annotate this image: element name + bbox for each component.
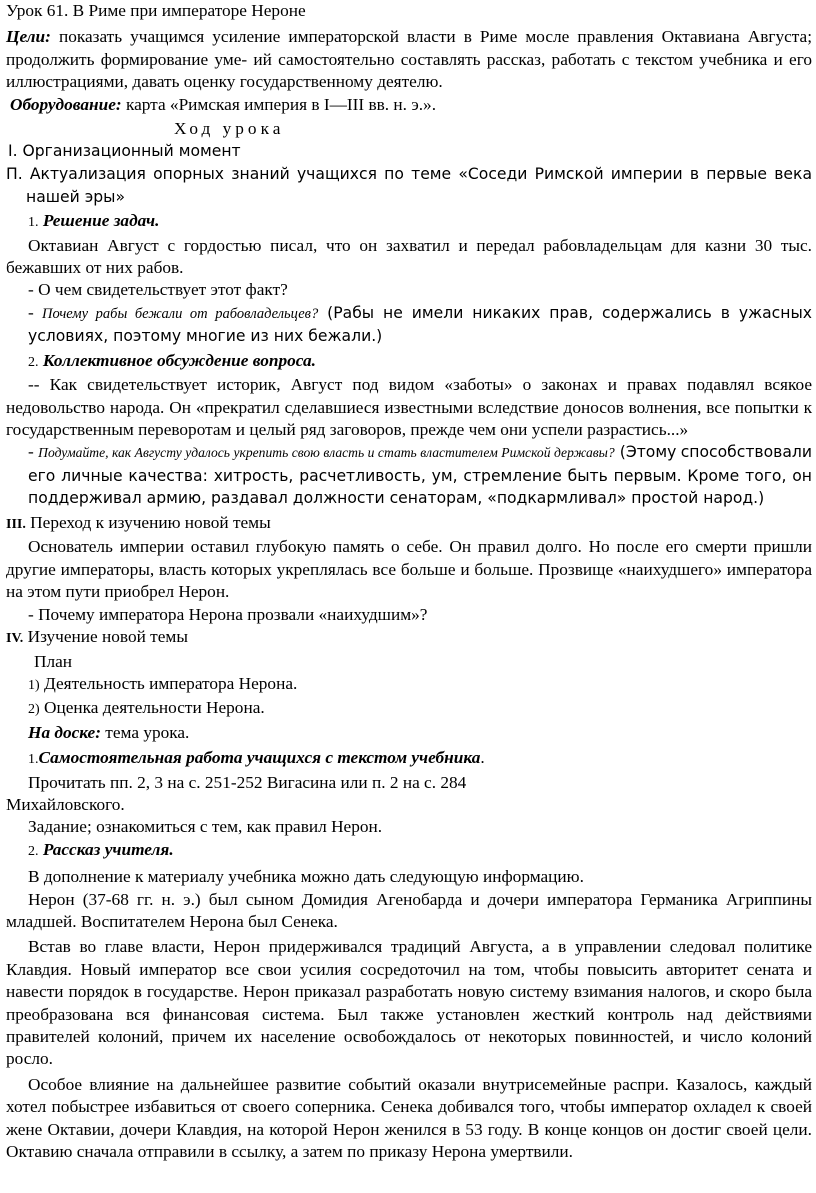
plan-label: План	[34, 651, 73, 671]
info-intro: В дополнение к материалу учебника можно дать следующую информацию.	[28, 867, 584, 887]
goals-text: показать учащимся усиление императорской власти в Риме мосле правления Октавиана Августа; продолжить формирование уме- ий самостоятельно составлять рассказ, работать с текстом учебника и его иллюстрациями, давать оценку государственному деятелю.	[6, 27, 812, 92]
section-4-number: IV.	[6, 631, 24, 647]
board-label: На доске:	[28, 722, 101, 742]
section-4-heading	[6, 626, 812, 650]
task-3-end: .	[480, 748, 485, 768]
task-2-number: 2.	[28, 354, 39, 370]
task-3-heading	[28, 747, 812, 771]
question-3-dash: -	[28, 442, 34, 462]
task-4-title: Рассказ учителя.	[42, 839, 174, 859]
question-1: - О чем свидетельствует этот факт?	[28, 280, 288, 300]
section-3-title: Переход к изучению новой темы	[25, 513, 271, 533]
equipment-text: карта «Римская империя в I—III вв. н. э.».	[121, 94, 437, 114]
paragraph-1: Нерон (37-68 гг. н. э.) был сыном Домидия Агенобарда и дочери императора Германика Агриппины младшей. Воспитателем Нерона был Сенека.	[6, 889, 812, 931]
plan-item-2-text: Оценка деятельности Нерона.	[39, 698, 265, 718]
section-1-heading: I. Организационный момент	[8, 142, 241, 161]
document	[6, 0, 812, 1163]
board-text: тема урока.	[100, 722, 190, 742]
plan-item-1-number: 1)	[28, 677, 40, 693]
paragraph-2: Встав во главе власти, Нерон придерживался традиций Августа, а в управлении следовал политике Клавдия. Новый император все свои усилия сосредоточил на том, чтобы повысить авторитет сената и навести порядок в государстве. Нерон приказал разработать новую систему взимания налогов, и скоро была преобразована вся финансовая система. Был также установлен жесткий контроль над действиями правителей колоний, причем их население освобождалось от некоторых повинностей, и число колоний росло.	[6, 937, 812, 1069]
equipment-paragraph	[10, 94, 812, 116]
task-2-heading	[28, 350, 812, 374]
board-note	[28, 722, 812, 744]
section-2-heading: П. Актуализация опорных знаний учащихся по теме «Соседи Римской империи в первые века нашей эры»	[6, 165, 812, 206]
goals-label: Цели:	[6, 27, 51, 47]
course-heading: Ход урока	[174, 119, 285, 139]
task-1-number: 1.	[28, 215, 39, 231]
read-line-2: Михайловского.	[6, 794, 125, 814]
assignment: Задание; ознакомиться с тем, как правил Нерон.	[28, 817, 383, 837]
question-2-answer: (Рабы не имели никаких прав, содержались в ужасных условиях, поэтому многие из них бежали.)	[28, 303, 812, 346]
task-4-number: 2.	[28, 843, 39, 859]
read-line-1: Прочитать пп. 2, 3 на с. 251-252 Вигасина или п. 2 на с. 284	[28, 772, 467, 792]
section-4-title: Изучение новой темы	[23, 627, 188, 647]
plan-item-1	[28, 673, 812, 697]
section-3-text: Основатель империи оставил глубокую память о себе. Он правил долго. Но после его смерти пришли другие императоры, власть которых укреплялась все больше и больше. Прозвище «наихудшего» императора на этом пути приобрел Нерон.	[6, 537, 812, 602]
task-4-heading	[28, 839, 812, 863]
section-3-heading	[6, 512, 812, 536]
task-1-title: Решение задач.	[42, 211, 160, 231]
question-2-text: Почему рабы бежали от рабовладельцев?	[42, 305, 319, 322]
equipment-label: Оборудование:	[10, 94, 122, 114]
plan-item-2-number: 2)	[28, 702, 40, 718]
question-3-answer: способствовали его личные качества: хитрость, расчетливость, ум, стремление быть первым. Кроме того, он поддерживал армию, раздавал должности сенаторам, «подкармливал» простой народ.)	[28, 443, 813, 508]
lesson-title: Урок 61. В Риме при императоре Нероне	[6, 1, 306, 20]
task-2-title: Коллективное обсуждение вопроса.	[42, 350, 316, 370]
task-2-text: -- Как свидетельствует историк, Август под видом «заботы» о законах и правах подавлял всякое недовольство народа. Он «прекратил сделавшиеся известными вследствие доносов волнения, все попытки к государственным переворотам и целый ряд заговоров, прежде чем они успели разрастись...»	[6, 375, 812, 440]
question-3-text: Подумайте, как Августу удалось укрепить свою власть и стать властителем Римской державы?	[38, 445, 615, 461]
task-3-title: Самостоятельная работа учащихся с текстом учебника	[38, 748, 481, 768]
paragraph-3: Особое влияние на дальнейшее развитие событий оказали внутрисемейные распри. Казалось, каждый хотел побыстрее избавиться от своего соперника. Сенека добивался того, чтобы император охладел к своей жене Октавии, дочери Клавдия, на которой Нерон женился в 53 году. В конце концов он достиг своей цели. Октавию сначала отправили в ссылку, а затем по приказу Нерона умертвили.	[6, 1074, 812, 1162]
task-3-number: 1.	[28, 752, 39, 768]
plan-item-1-text: Деятельность императора Нерона.	[39, 673, 298, 693]
section-3-number: III.	[6, 517, 26, 533]
question-4: - Почему императора Нерона прозвали «наихудшим»?	[28, 604, 428, 624]
goals-paragraph	[6, 26, 812, 93]
question-2-dash: -	[28, 302, 34, 322]
question-3-answer-lead: (Этому	[614, 443, 677, 462]
plan-item-2	[28, 697, 812, 721]
question-2	[6, 302, 812, 348]
task-1-heading	[28, 210, 812, 234]
question-3	[6, 441, 812, 510]
task-1-text: Октавиан Август с гордостью писал, что он захватил и передал рабовладельцам для казни 30 тыс. бежавших от них рабов.	[6, 235, 812, 278]
